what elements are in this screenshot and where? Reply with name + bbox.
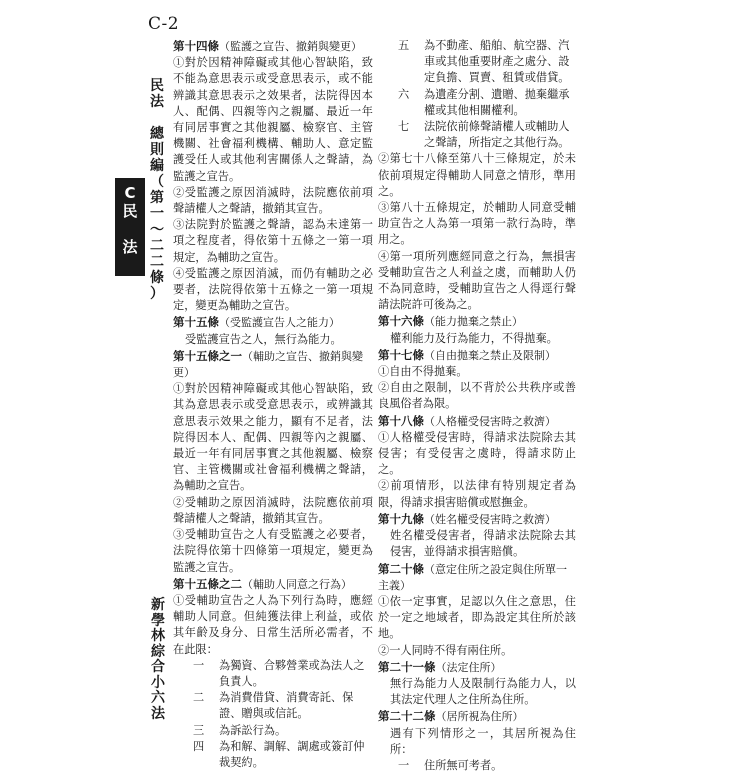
side-footer-char: 小 xyxy=(151,674,165,691)
side-header-char: 編 xyxy=(150,158,164,174)
article-caption: （監護之宣告、撤銷與變更） xyxy=(219,40,362,53)
article-body: 遇有下列情形之一，其居所視為住所： xyxy=(390,726,576,756)
article-caption: （居所視為住所） xyxy=(435,710,524,724)
article-number: 第二十二條 xyxy=(378,709,436,724)
article-heading xyxy=(173,314,373,331)
enumerated-item xyxy=(173,658,373,690)
article-caption: （法定住所） xyxy=(435,660,502,674)
article-paragraph: ①受輔助宣告之人為下列行為時，應經輔助人同意。但純獲法律上利益，或依其年齡及身分、日常生活所必需者，不在此限： xyxy=(173,593,373,656)
side-footer-char: 六 xyxy=(151,690,165,706)
article-paragraph: ①自由不得拋棄。 xyxy=(378,365,468,379)
side-footer-char: 合 xyxy=(151,659,165,675)
article-heading xyxy=(378,413,576,430)
right-text-column xyxy=(378,38,576,774)
item-number: 一 xyxy=(193,658,205,672)
side-footer-book-title xyxy=(148,598,168,722)
article-body: 權利能力及行為能力，不得拋棄。 xyxy=(390,331,558,345)
item-text: 為訴訟行為。 xyxy=(219,723,287,737)
article-paragraph: ③法院對於監護之聲請，認為未達第一項之程度者，得依第十五條之一第一項規定，為輔助之宣告。 xyxy=(173,218,373,264)
article-number: 第二十一條 xyxy=(378,659,436,674)
article-paragraph: ④第一項所列應經同意之行為，無損害受輔助宣告之人利益之虞，而輔助人仍不為同意時，受輔助宣告之人得逕行聲請法院許可後為之。 xyxy=(378,249,576,312)
side-tab-char: 民 xyxy=(122,202,138,220)
side-header-char: 總 xyxy=(150,126,164,142)
enumerated-item xyxy=(378,87,576,119)
article-number: 第十五條之一 xyxy=(173,348,242,363)
side-header-char: 則 xyxy=(150,142,164,158)
side-tab-char: C xyxy=(124,184,136,202)
article-paragraph: ③第八十五條規定，於輔助人同意受輔助宣告之人為第一項第一款行為時，準用之。 xyxy=(378,201,576,247)
page-number: C-2 xyxy=(148,14,180,34)
article-paragraph: ①人格權受侵害時，得請求法院除去其侵害；有受侵害之虞時，得請求防止之。 xyxy=(378,430,576,477)
left-text-column xyxy=(173,38,373,771)
article-heading xyxy=(378,708,576,725)
article-number: 第十五條之二 xyxy=(173,576,242,591)
article-paragraph: ②自由之限制，以不背於公共秩序或善良風俗者為限。 xyxy=(378,381,576,411)
side-tab-char: 法 xyxy=(122,238,138,256)
article-caption: （輔助之宣告、撤銷與變更） xyxy=(173,349,363,380)
enumerated-item xyxy=(173,739,373,771)
item-number: 六 xyxy=(398,87,410,101)
item-text: 為獨資、合夥營業或為法人之負責人。 xyxy=(219,658,365,688)
side-footer-char: 綜 xyxy=(151,643,165,660)
article-caption: （姓名權受侵害時之救濟） xyxy=(424,512,556,526)
article-paragraph: ②受監護之原因消滅時，法院應依前項聲請權人之聲請，撤銷其宣告。 xyxy=(173,185,373,216)
item-text: 為遺產分割、遺贈、拋棄繼承權或其他相關權利。 xyxy=(424,87,570,117)
item-text: 為不動產、船舶、航空器、汽車或其他重要財產之處分、設定負擔、買賣、租賃或借貸。 xyxy=(424,39,570,85)
item-number: 五 xyxy=(398,39,410,52)
article-number: 第十八條 xyxy=(378,413,424,428)
article-caption: （能力拋棄之禁止） xyxy=(424,315,523,329)
item-text: 為消費借貸、消費寄託、保證、贈與或信託。 xyxy=(219,691,354,721)
article-caption: （受監護宣告人之能力） xyxy=(219,316,340,330)
article-paragraph: ③受輔助宣告之人有受監護之必要者，法院得依第十四條第一項規定，變更為監護之宣告。 xyxy=(173,528,373,574)
article-heading xyxy=(173,348,373,381)
side-header-char: （ xyxy=(150,174,164,190)
enumerated-item xyxy=(378,38,576,87)
item-number: 四 xyxy=(193,739,205,753)
article-heading xyxy=(378,511,576,528)
article-caption: （自由拋棄之禁止及限制） xyxy=(424,348,556,362)
side-header-char: ～ xyxy=(150,222,164,238)
item-text: 法院依前條聲請權人或輔助人之聲請，所指定之其他行為。 xyxy=(424,120,570,150)
article-paragraph: ②一人同時不得有兩住所。 xyxy=(378,643,513,657)
article-number: 第十六條 xyxy=(378,314,424,329)
enumerated-item xyxy=(378,758,576,774)
article-number: 第十七條 xyxy=(378,347,424,362)
side-header-char xyxy=(146,110,168,126)
side-chapter-tab xyxy=(115,178,145,276)
side-header-char: 民 xyxy=(150,78,164,94)
article-number: 第十四條 xyxy=(173,39,219,53)
article-number: 第二十條 xyxy=(378,561,424,576)
side-footer-char: 新 xyxy=(151,597,165,613)
article-paragraph: ④受監護之原因消滅，而仍有輔助之必要者，法院得依第十五條之一第一項規定，變更為輔助之宣告。 xyxy=(173,266,373,313)
enumerated-item xyxy=(378,119,576,151)
side-header-char: ） xyxy=(150,286,164,302)
item-number: 二 xyxy=(193,691,205,705)
article-heading xyxy=(378,313,576,330)
article-heading xyxy=(378,347,576,364)
item-number: 七 xyxy=(398,120,410,134)
side-header-char: 法 xyxy=(150,94,164,110)
item-text: 為和解、調解、調處或簽訂仲裁契約。 xyxy=(219,739,365,769)
side-footer-char: 學 xyxy=(151,612,165,629)
article-paragraph: ①依一定事實，足認以久住之意思，住於一定之地域者，即為設定其住所於該地。 xyxy=(378,594,576,641)
article-paragraph: ①對於因精神障礙或其他心智缺陷，致不能為意思表示或受意思表示，或不能辨識其意思表示之效果者，法院得因本人、配偶、四親等內之親屬、最近一年有同居事實之其他親屬、檢察官、主管機關、社會福利機構、輔助人、意定監護受任人或其他利害關係人之聲請，為監護之宣告。 xyxy=(173,56,373,183)
item-number: 三 xyxy=(193,723,205,737)
article-paragraph: ①對於因精神障礙或其他心智缺陷，致其為意思表示或受意思表示，或辨識其意思表示效果之能力，顯有不足者，法院得因本人、配偶、四親等內之親屬、最近一年有同居事實之其他親屬、檢察官、主管機關或社會福利機構之聲請，為輔助之宣告。 xyxy=(173,382,373,493)
article-body: 姓名權受侵害者，得請求法院除去其侵害，並得請求損害賠償。 xyxy=(390,529,576,559)
side-header-char: 第 xyxy=(150,190,164,206)
article-heading xyxy=(378,561,576,594)
side-footer-char: 林 xyxy=(151,628,165,644)
article-caption: （意定住所之設定與住所單一主義） xyxy=(378,562,567,592)
side-header-char: 二 xyxy=(150,238,164,254)
article-paragraph: ②前項情形，以法律有特別規定者為限，得請求損害賠償或慰撫金。 xyxy=(378,479,576,509)
article-heading xyxy=(378,659,576,676)
item-number: 一 xyxy=(398,758,410,772)
article-paragraph: ②受輔助之原因消滅時，法院應依前項聲請權人之聲請，撤銷其宣告。 xyxy=(173,495,373,525)
article-caption: （輔助人同意之行為） xyxy=(242,577,352,591)
enumerated-item xyxy=(173,690,373,722)
side-footer-char: 法 xyxy=(151,705,165,722)
article-paragraph: ②第七十八條至第八十三條規定，於未依前項規定得輔助人同意之情形，準用之。 xyxy=(378,152,576,198)
side-header-char: 條 xyxy=(150,270,164,286)
side-header-section xyxy=(146,78,168,302)
article-number: 第十九條 xyxy=(378,511,424,526)
article-heading xyxy=(173,576,373,593)
article-heading xyxy=(173,38,373,55)
article-number: 第十五條 xyxy=(173,315,219,330)
side-header-char: 二 xyxy=(150,254,164,270)
article-body: 受監護宣告之人，無行為能力。 xyxy=(185,332,342,346)
side-header-char: 一 xyxy=(150,206,164,222)
enumerated-item xyxy=(173,723,373,739)
article-body: 無行為能力人及限制行為能力人，以其法定代理人之住所為住所。 xyxy=(390,676,576,707)
item-text: 住所無可考者。 xyxy=(424,758,503,772)
side-tab-char xyxy=(115,220,145,238)
article-caption: （人格權受侵害時之救濟） xyxy=(424,414,556,428)
